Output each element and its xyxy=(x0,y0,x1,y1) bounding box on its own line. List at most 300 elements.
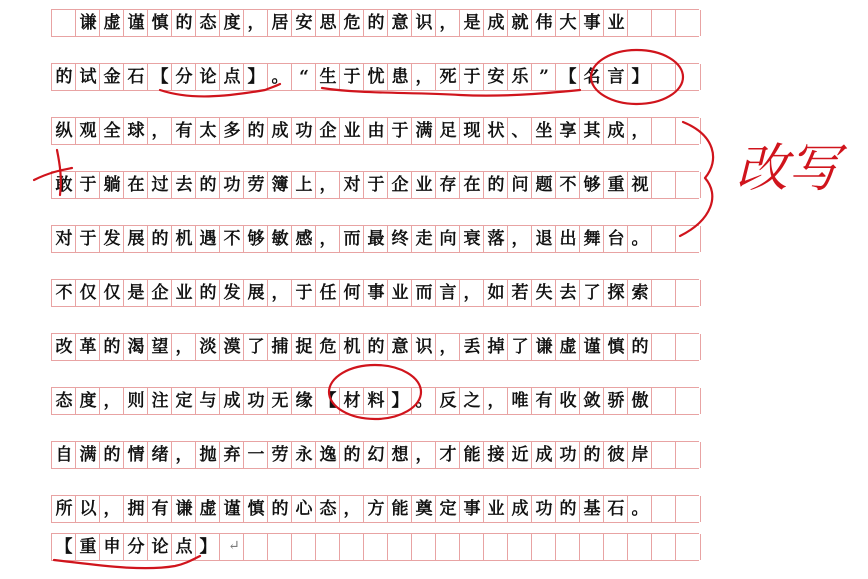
grid-cell: 敢 xyxy=(51,172,76,198)
grid-cell: 】 xyxy=(627,64,652,90)
grid-cell: 意 xyxy=(387,334,412,360)
grid-cell: 的 xyxy=(195,280,220,306)
grid-cell: 】 xyxy=(243,64,268,90)
grid-cell: 球 xyxy=(123,118,148,144)
grid-cell: 不 xyxy=(51,280,76,306)
grid-cell xyxy=(579,534,604,560)
grid-cell: ” xyxy=(531,64,556,90)
grid-cell: 的 xyxy=(147,226,172,252)
grid-cell: 走 xyxy=(411,226,436,252)
grid-cell: 自 xyxy=(51,442,76,468)
grid-cell: “ xyxy=(291,64,316,90)
grid-cell: 功 xyxy=(531,496,556,522)
grid-cell: 一 xyxy=(243,442,268,468)
grid-cell: 之 xyxy=(459,388,484,414)
grid-cell: 分 xyxy=(123,534,148,560)
grid-cell: 若 xyxy=(507,280,532,306)
grid-cell: 功 xyxy=(243,388,268,414)
grid-cell: 死 xyxy=(435,64,460,90)
grid-cell: 安 xyxy=(291,10,316,36)
grid-cell xyxy=(675,280,701,306)
grid-cell: 危 xyxy=(339,10,364,36)
grid-cell xyxy=(651,388,676,414)
grid-cell: 料 xyxy=(363,388,388,414)
grid-cell: ， xyxy=(411,442,436,468)
grid-cell xyxy=(651,10,676,36)
composition-line xyxy=(51,279,699,307)
grid-cell: 】 xyxy=(387,388,412,414)
grid-cell: 掉 xyxy=(483,334,508,360)
grid-cell: 于 xyxy=(291,280,316,306)
grid-cell: 。 xyxy=(627,226,652,252)
grid-cell: 方 xyxy=(363,496,388,522)
grid-cell: 望 xyxy=(147,334,172,360)
grid-cell: 仅 xyxy=(75,280,100,306)
grid-cell: 劳 xyxy=(267,442,292,468)
grid-cell: 企 xyxy=(387,172,412,198)
grid-cell: 慎 xyxy=(603,334,628,360)
grid-cell: 度 xyxy=(75,388,100,414)
grid-cell: 不 xyxy=(219,226,244,252)
grid-cell: 功 xyxy=(291,118,316,144)
grid-cell: 的 xyxy=(267,496,292,522)
grid-cell: 重 xyxy=(603,172,628,198)
grid-cell: 岸 xyxy=(627,442,652,468)
grid-cell: 了 xyxy=(579,280,604,306)
grid-cell: 于 xyxy=(363,172,388,198)
grid-cell: 于 xyxy=(459,64,484,90)
grid-cell xyxy=(651,496,676,522)
grid-cell: 去 xyxy=(555,280,580,306)
grid-cell: 点 xyxy=(219,64,244,90)
grid-cell: 谨 xyxy=(123,10,148,36)
composition-line xyxy=(51,495,699,523)
grid-cell xyxy=(675,496,701,522)
grid-cell: 足 xyxy=(435,118,460,144)
grid-cell: 机 xyxy=(171,226,196,252)
composition-line xyxy=(51,225,699,253)
grid-cell: 的 xyxy=(195,172,220,198)
grid-cell xyxy=(675,388,701,414)
grid-cell xyxy=(51,10,76,36)
grid-cell: ， xyxy=(507,226,532,252)
grid-cell: 题 xyxy=(531,172,556,198)
grid-cell: 的 xyxy=(579,442,604,468)
grid-cell: 成 xyxy=(483,10,508,36)
grid-cell: 躺 xyxy=(99,172,124,198)
grid-cell: 状 xyxy=(483,118,508,144)
grid-cell: 了 xyxy=(243,334,268,360)
grid-cell: 机 xyxy=(339,334,364,360)
grid-cell: 向 xyxy=(435,226,460,252)
grid-cell: 业 xyxy=(483,496,508,522)
grid-cell: 捕 xyxy=(267,334,292,360)
grid-cell: 虚 xyxy=(99,10,124,36)
grid-cell xyxy=(675,10,701,36)
grid-cell: 出 xyxy=(555,226,580,252)
grid-cell: 对 xyxy=(51,226,76,252)
grid-cell: 居 xyxy=(267,10,292,36)
grid-cell: 基 xyxy=(579,496,604,522)
grid-cell: 态 xyxy=(51,388,76,414)
grid-cell: 能 xyxy=(387,496,412,522)
grid-cell: 安 xyxy=(483,64,508,90)
grid-cell: 于 xyxy=(75,172,100,198)
grid-cell: 的 xyxy=(339,442,364,468)
grid-cell: 够 xyxy=(243,226,268,252)
grid-cell: 何 xyxy=(339,280,364,306)
grid-cell: 成 xyxy=(531,442,556,468)
grid-cell: ， xyxy=(627,118,652,144)
grid-cell: 识 xyxy=(411,10,436,36)
grid-cell xyxy=(291,534,316,560)
grid-cell: 石 xyxy=(603,496,628,522)
grid-cell: ， xyxy=(411,64,436,90)
grid-cell: 而 xyxy=(411,280,436,306)
grid-cell: 满 xyxy=(411,118,436,144)
grid-cell: 遇 xyxy=(195,226,220,252)
grid-cell: 谦 xyxy=(75,10,100,36)
grid-cell: 近 xyxy=(507,442,532,468)
grid-cell: 名 xyxy=(579,64,604,90)
grid-cell: 定 xyxy=(171,388,196,414)
grid-cell: 多 xyxy=(219,118,244,144)
grid-cell: ， xyxy=(243,10,268,36)
grid-cell xyxy=(243,534,268,560)
grid-cell: 生 xyxy=(315,64,340,90)
grid-cell: 索 xyxy=(627,280,652,306)
grid-cell: 由 xyxy=(363,118,388,144)
grid-cell xyxy=(675,118,701,144)
grid-cell: 则 xyxy=(123,388,148,414)
grid-cell: 无 xyxy=(267,388,292,414)
grid-cell xyxy=(651,280,676,306)
composition-line xyxy=(51,63,699,91)
grid-cell xyxy=(435,534,460,560)
grid-cell: 劳 xyxy=(243,172,268,198)
grid-cell: 唯 xyxy=(507,388,532,414)
grid-cell: 的 xyxy=(627,334,652,360)
grid-cell: 的 xyxy=(363,10,388,36)
grid-cell: 于 xyxy=(387,118,412,144)
grid-cell: 情 xyxy=(123,442,148,468)
grid-cell: 的 xyxy=(243,118,268,144)
grid-cell: 骄 xyxy=(603,388,628,414)
grid-cell: 问 xyxy=(507,172,532,198)
grid-cell xyxy=(675,534,701,560)
grid-cell: 的 xyxy=(555,496,580,522)
grid-cell: 缘 xyxy=(291,388,316,414)
grid-cell: 纵 xyxy=(51,118,76,144)
grid-cell xyxy=(603,534,628,560)
grid-cell: 识 xyxy=(411,334,436,360)
grid-cell: 退 xyxy=(531,226,556,252)
grid-cell: 最 xyxy=(363,226,388,252)
grid-cell: 以 xyxy=(75,496,100,522)
grid-cell xyxy=(411,534,436,560)
grid-cell: 簿 xyxy=(267,172,292,198)
grid-cell: 【 xyxy=(147,64,172,90)
grid-cell: 去 xyxy=(171,172,196,198)
grid-cell: 意 xyxy=(387,10,412,36)
grid-cell: 伟 xyxy=(531,10,556,36)
grid-cell: 视 xyxy=(627,172,652,198)
grid-cell: 是 xyxy=(459,10,484,36)
grid-cell: 在 xyxy=(123,172,148,198)
grid-cell: 收 xyxy=(555,388,580,414)
grid-cell: 是 xyxy=(123,280,148,306)
grid-cell: 终 xyxy=(387,226,412,252)
grid-cell: 点 xyxy=(171,534,196,560)
grid-cell xyxy=(531,534,556,560)
grid-cell: 心 xyxy=(291,496,316,522)
grid-cell: 谦 xyxy=(531,334,556,360)
grid-cell: ， xyxy=(315,226,340,252)
grid-cell xyxy=(339,534,364,560)
grid-cell: ， xyxy=(171,442,196,468)
composition-line xyxy=(51,333,699,361)
grid-cell: 舞 xyxy=(579,226,604,252)
grid-cell: 有 xyxy=(171,118,196,144)
grid-cell: 任 xyxy=(315,280,340,306)
grid-cell: 重 xyxy=(75,534,100,560)
grid-cell: 成 xyxy=(267,118,292,144)
grid-cell: 才 xyxy=(435,442,460,468)
grid-cell: ， xyxy=(171,334,196,360)
grid-cell: 试 xyxy=(75,64,100,90)
grid-cell: 材 xyxy=(339,388,364,414)
grid-cell: 渴 xyxy=(123,334,148,360)
grid-cell: 谨 xyxy=(579,334,604,360)
grid-cell: 展 xyxy=(123,226,148,252)
grid-cell: 如 xyxy=(483,280,508,306)
grid-cell: 的 xyxy=(363,334,388,360)
grid-cell: 革 xyxy=(75,334,100,360)
grid-cell: 。 xyxy=(627,496,652,522)
grid-cell: 业 xyxy=(411,172,436,198)
grid-cell xyxy=(555,534,580,560)
grid-cell: 在 xyxy=(459,172,484,198)
grid-cell: 成 xyxy=(219,388,244,414)
grid-cell: 台 xyxy=(603,226,628,252)
grid-cell: 、 xyxy=(507,118,532,144)
grid-cell: ， xyxy=(339,496,364,522)
grid-cell: 失 xyxy=(531,280,556,306)
grid-cell: 够 xyxy=(579,172,604,198)
grid-cell: 拥 xyxy=(123,496,148,522)
grid-cell: 幻 xyxy=(363,442,388,468)
grid-cell: 逸 xyxy=(315,442,340,468)
grid-cell: 探 xyxy=(603,280,628,306)
grid-cell xyxy=(483,534,508,560)
grid-cell: ， xyxy=(99,388,124,414)
grid-cell xyxy=(651,334,676,360)
composition-line xyxy=(51,441,699,469)
grid-cell: 感 xyxy=(291,226,316,252)
grid-cell: 功 xyxy=(555,442,580,468)
grid-cell: 不 xyxy=(555,172,580,198)
grid-cell: 永 xyxy=(291,442,316,468)
grid-cell: 言 xyxy=(435,280,460,306)
grid-cell xyxy=(651,64,676,90)
grid-cell: 虚 xyxy=(195,496,220,522)
grid-cell: 的 xyxy=(171,10,196,36)
grid-cell: 观 xyxy=(75,118,100,144)
grid-cell xyxy=(651,442,676,468)
grid-cell: 有 xyxy=(531,388,556,414)
grid-cell xyxy=(627,534,652,560)
grid-cell: 发 xyxy=(99,226,124,252)
grid-cell: 业 xyxy=(339,118,364,144)
grid-cell xyxy=(315,534,340,560)
grid-cell xyxy=(675,442,701,468)
grid-cell: 的 xyxy=(99,442,124,468)
grid-cell: 患 xyxy=(387,64,412,90)
grid-cell: 过 xyxy=(147,172,172,198)
grid-cell xyxy=(387,534,412,560)
grid-cell: 大 xyxy=(555,10,580,36)
grid-cell: 石 xyxy=(123,64,148,90)
grid-cell: 业 xyxy=(171,280,196,306)
grid-cell xyxy=(651,226,676,252)
grid-cell: 落 xyxy=(483,226,508,252)
grid-cell: 【 xyxy=(315,388,340,414)
grid-cell: 有 xyxy=(147,496,172,522)
grid-cell: 言 xyxy=(603,64,628,90)
composition-line xyxy=(51,387,699,415)
grid-cell: 改 xyxy=(51,334,76,360)
grid-cell xyxy=(651,534,676,560)
grid-cell: 事 xyxy=(363,280,388,306)
grid-cell: 态 xyxy=(315,496,340,522)
grid-cell: 【 xyxy=(51,534,76,560)
grid-cell: 存 xyxy=(435,172,460,198)
composition-line xyxy=(51,117,699,145)
grid-cell: 事 xyxy=(459,496,484,522)
grid-cell: 的 xyxy=(99,334,124,360)
grid-cell xyxy=(675,334,701,360)
grid-cell: 慎 xyxy=(243,496,268,522)
grid-cell: 忧 xyxy=(363,64,388,90)
grid-cell: 于 xyxy=(75,226,100,252)
grid-cell: 弃 xyxy=(219,442,244,468)
margin-note-rewrite: 改写 xyxy=(736,139,841,199)
grid-cell: 企 xyxy=(147,280,172,306)
grid-cell xyxy=(675,172,701,198)
grid-cell: 衰 xyxy=(459,226,484,252)
grid-cell: 而 xyxy=(339,226,364,252)
grid-cell xyxy=(507,534,532,560)
grid-cell: ， xyxy=(267,280,292,306)
grid-cell: 论 xyxy=(147,534,172,560)
grid-cell: ， xyxy=(147,118,172,144)
grid-cell: 。 xyxy=(267,64,292,90)
grid-cell: 事 xyxy=(579,10,604,36)
grid-cell: 太 xyxy=(195,118,220,144)
grid-cell: 享 xyxy=(555,118,580,144)
grid-cell: 。 xyxy=(411,388,436,414)
grid-cell xyxy=(675,226,701,252)
grid-cell: ， xyxy=(459,280,484,306)
grid-cell: 业 xyxy=(387,280,412,306)
grid-cell: 丢 xyxy=(459,334,484,360)
grid-cell: 注 xyxy=(147,388,172,414)
grid-cell: 敛 xyxy=(579,388,604,414)
grid-cell: 与 xyxy=(195,388,220,414)
grid-cell: 所 xyxy=(51,496,76,522)
composition-line xyxy=(51,9,699,37)
grid-cell: 功 xyxy=(219,172,244,198)
grid-cell: 了 xyxy=(507,334,532,360)
grid-cell: 绪 xyxy=(147,442,172,468)
grid-cell: 坐 xyxy=(531,118,556,144)
grid-cell: 接 xyxy=(483,442,508,468)
grid-cell: 奠 xyxy=(411,496,436,522)
grid-cell: 谨 xyxy=(219,496,244,522)
grid-cell xyxy=(651,118,676,144)
composition-line xyxy=(51,171,699,199)
grid-cell: ， xyxy=(99,496,124,522)
grid-cell xyxy=(363,534,388,560)
grid-cell: 乐 xyxy=(507,64,532,90)
grid-cell: 上 xyxy=(291,172,316,198)
grid-cell: 发 xyxy=(219,280,244,306)
grid-cell: 抛 xyxy=(195,442,220,468)
grid-cell: 定 xyxy=(435,496,460,522)
grid-cell: 论 xyxy=(195,64,220,90)
grid-cell: ， xyxy=(483,388,508,414)
grid-cell: 对 xyxy=(339,172,364,198)
grid-cell: 漠 xyxy=(219,334,244,360)
grid-cell: 企 xyxy=(315,118,340,144)
grid-cell: 成 xyxy=(507,496,532,522)
grid-cell: 满 xyxy=(75,442,100,468)
grid-cell: 捉 xyxy=(291,334,316,360)
grid-cell: 危 xyxy=(315,334,340,360)
grid-cell xyxy=(675,64,701,90)
grid-cell: 的 xyxy=(483,172,508,198)
grid-cell: 的 xyxy=(51,64,76,90)
grid-cell xyxy=(651,172,676,198)
grid-cell: 【 xyxy=(555,64,580,90)
grid-cell: 展 xyxy=(243,280,268,306)
grid-cell: 金 xyxy=(99,64,124,90)
grid-cell xyxy=(267,534,292,560)
grid-cell: 彼 xyxy=(603,442,628,468)
grid-cell: 其 xyxy=(579,118,604,144)
grid-cell: ， xyxy=(435,334,460,360)
grid-cell xyxy=(627,10,652,36)
grid-cell: 谦 xyxy=(171,496,196,522)
grid-cell: 度 xyxy=(219,10,244,36)
grid-cell: 全 xyxy=(99,118,124,144)
grid-cell: 于 xyxy=(339,64,364,90)
grid-cell: 成 xyxy=(603,118,628,144)
grid-cell: 】 xyxy=(195,534,220,560)
grid-cell: ， xyxy=(435,10,460,36)
grid-cell xyxy=(459,534,484,560)
grid-cell: 思 xyxy=(315,10,340,36)
grid-cell: 敏 xyxy=(267,226,292,252)
grid-cell: 现 xyxy=(459,118,484,144)
grid-cell: 淡 xyxy=(195,334,220,360)
grid-cell: 虚 xyxy=(555,334,580,360)
composition-line xyxy=(51,533,699,561)
paragraph-return-mark: ↵ xyxy=(228,538,240,554)
grid-cell: 反 xyxy=(435,388,460,414)
grid-cell: 申 xyxy=(99,534,124,560)
grid-cell: 态 xyxy=(195,10,220,36)
